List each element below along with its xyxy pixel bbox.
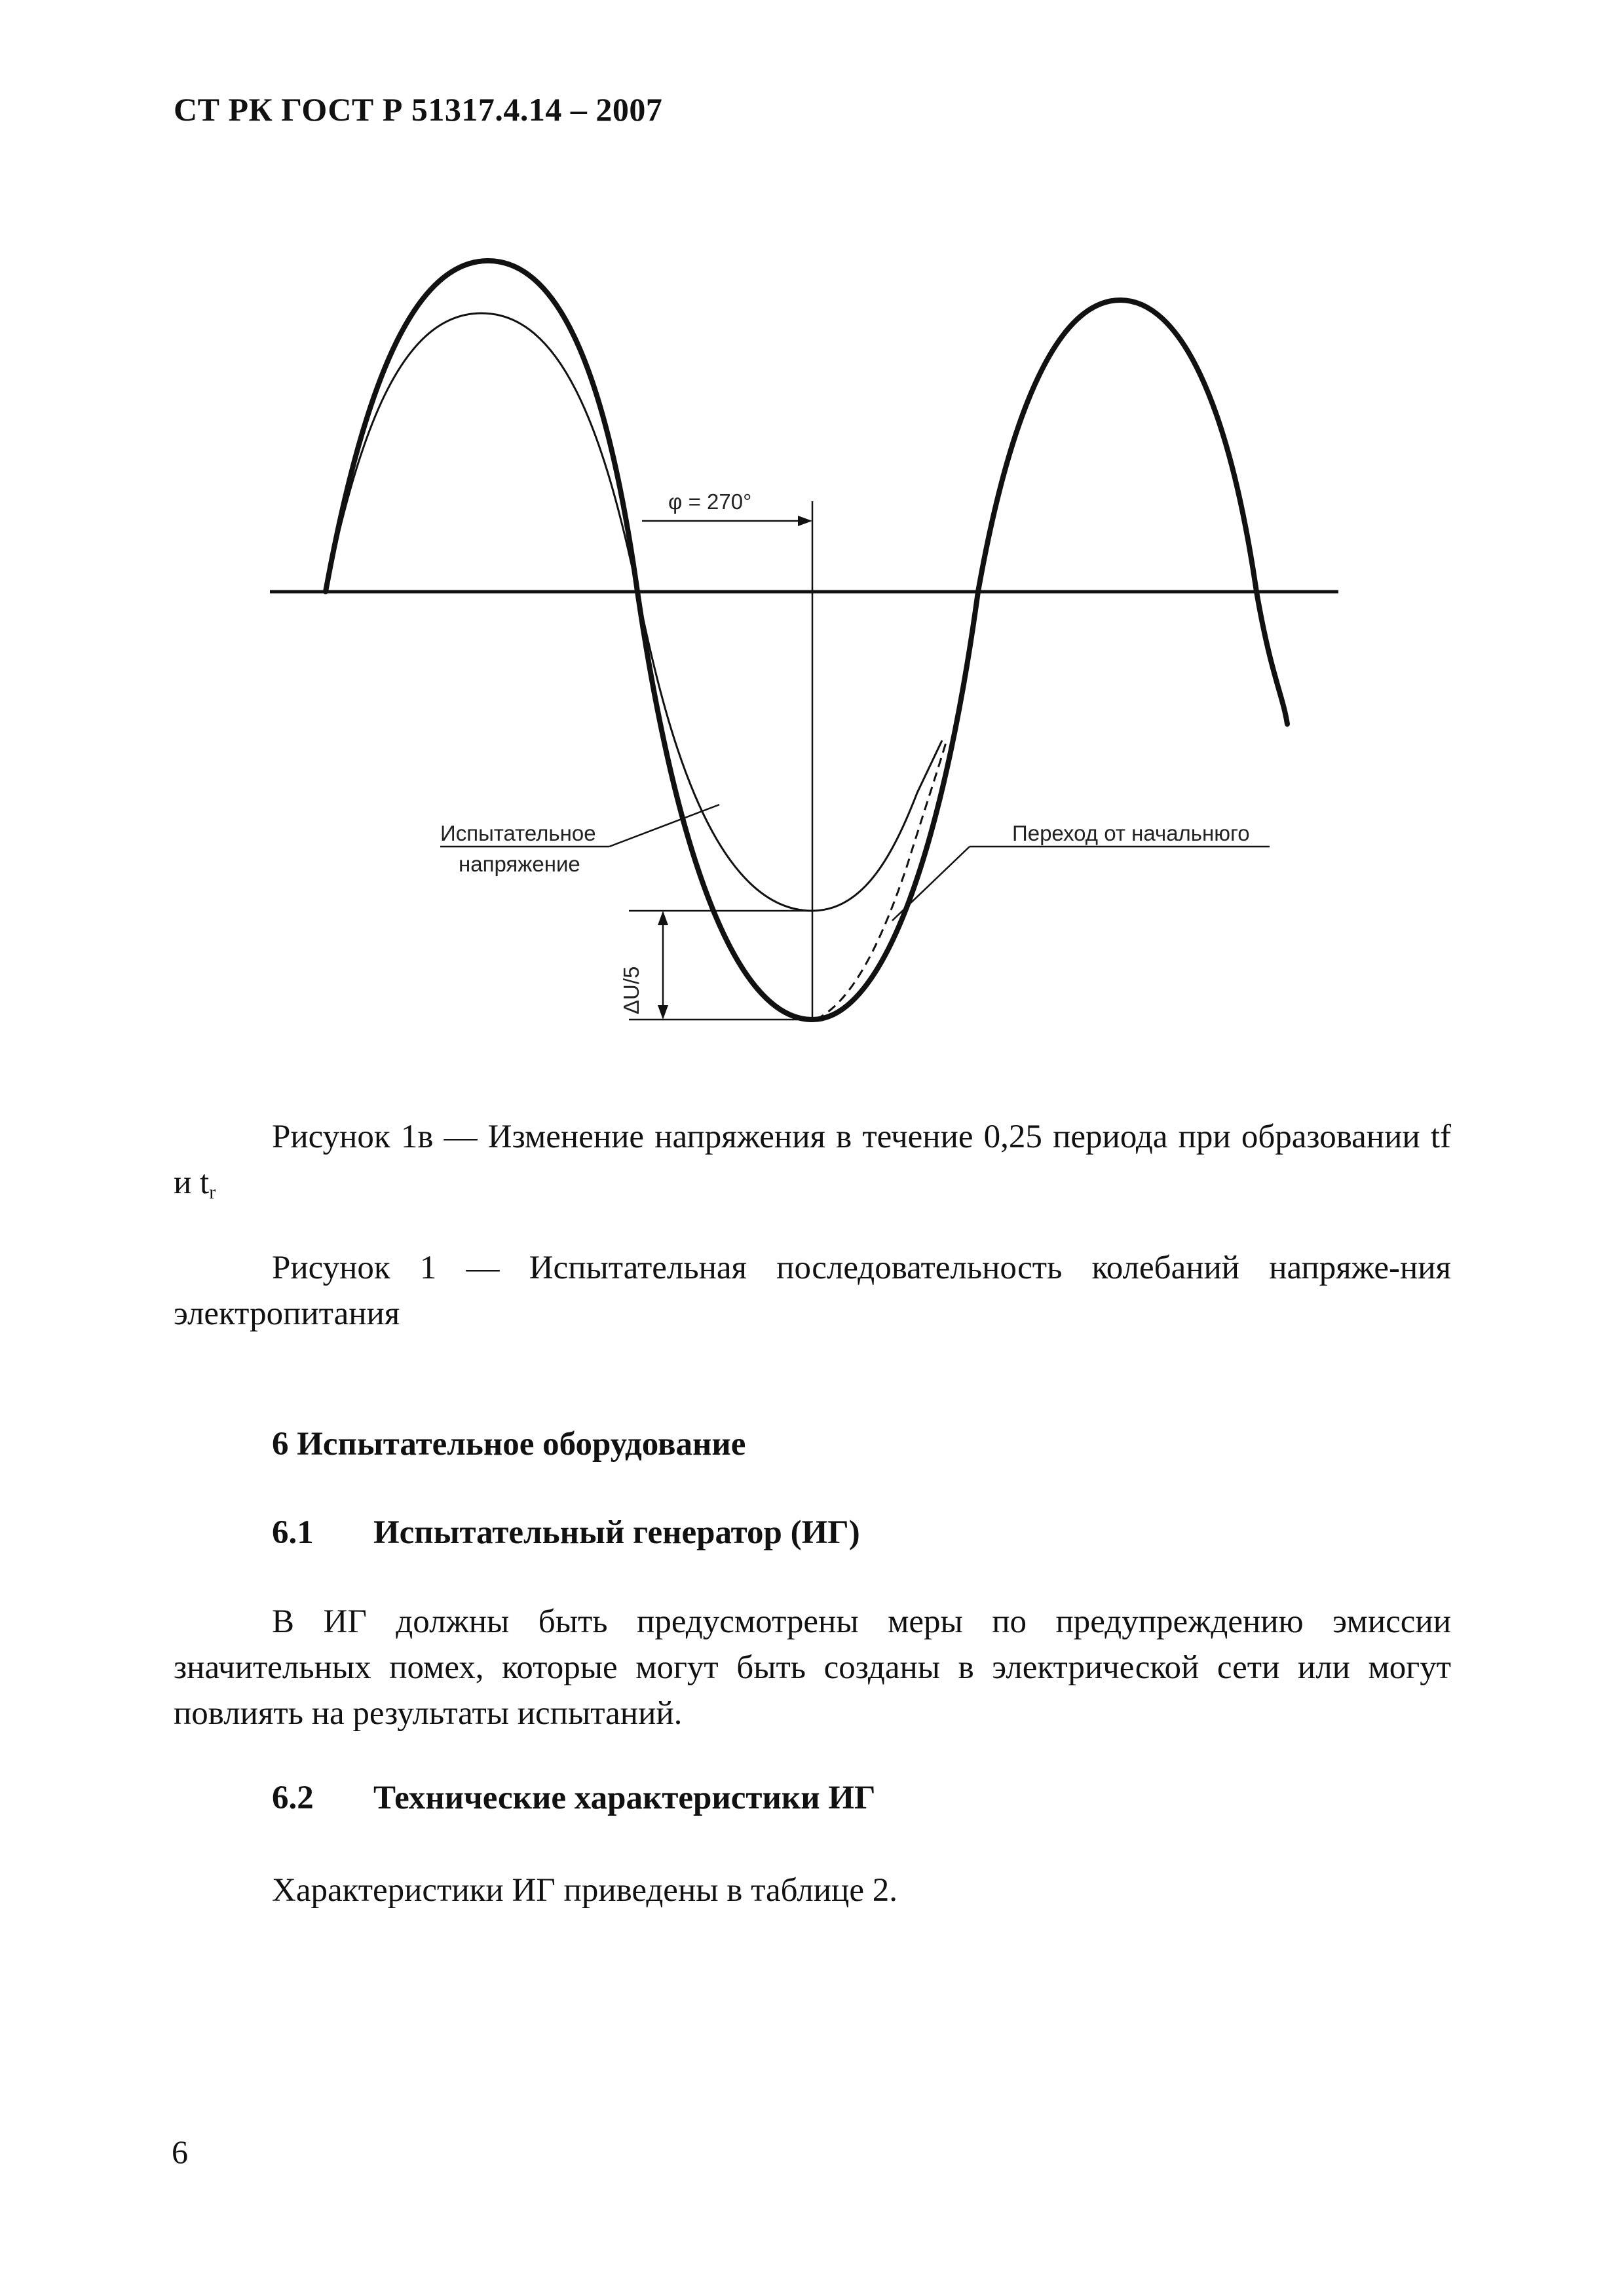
section-6-2-title: Технические характеристики ИГ [373,1780,876,1816]
phase-arrowhead [798,516,812,526]
section-6-heading: 6 Испытательное оборудование [272,1426,746,1463]
figure-1-caption-text: Рисунок 1 — Испытательная последовательность колебаний напряже-ния электропитания [174,1250,1451,1332]
nominal-voltage-curve [326,261,1287,1020]
phase-label: φ = 270° [668,489,752,514]
transition-label: Переход от начальнюго [1012,821,1250,845]
test-voltage-label-line2: напряжение [459,852,580,876]
test-voltage-leader-diag [609,805,719,847]
section-6-1-heading [272,1514,860,1552]
test-voltage-label-line1: Испытательное [440,821,596,845]
transition-leader-diag [892,847,970,921]
test-voltage-curve [326,313,942,911]
section-6-2-paragraph [174,1867,1451,1913]
delta-arrowhead-bottom [658,1005,668,1020]
transition-curve [816,740,947,1020]
section-6-1-text: В ИГ должны быть предусмотрены меры по предупреждению эмиссии значительных помех, которые могут быть созданы в электрической сети или могут повлиять на результаты испытаний. [174,1603,1451,1732]
delta-label: ΔU/5 [619,966,643,1014]
figure-1-caption [174,1245,1451,1337]
delta-arrowhead-top [658,911,668,925]
section-6-1-number: 6.1 [272,1514,314,1551]
section-6-1-title: Испытательный генератор (ИГ) [373,1514,860,1551]
figure-1v-caption [174,1114,1451,1215]
document-code-header: СТ РК ГОСТ Р 51317.4.14 – 2007 [174,91,663,128]
section-6-2-heading [272,1779,876,1817]
page-number: 6 [172,2133,188,2170]
figure-1v-caption-text: Рисунок 1в — Изменение напряжения в течение 0,25 периода при образовании tf и t [174,1119,1451,1201]
section-6-2-number: 6.2 [272,1780,314,1816]
section-6-1-paragraph [174,1599,1451,1736]
section-6-2-text: Характеристики ИГ приведены в таблице 2. [272,1872,897,1909]
figure-1v-caption-subscript: r [209,1181,216,1203]
voltage-waveform-figure [0,0,1624,1114]
